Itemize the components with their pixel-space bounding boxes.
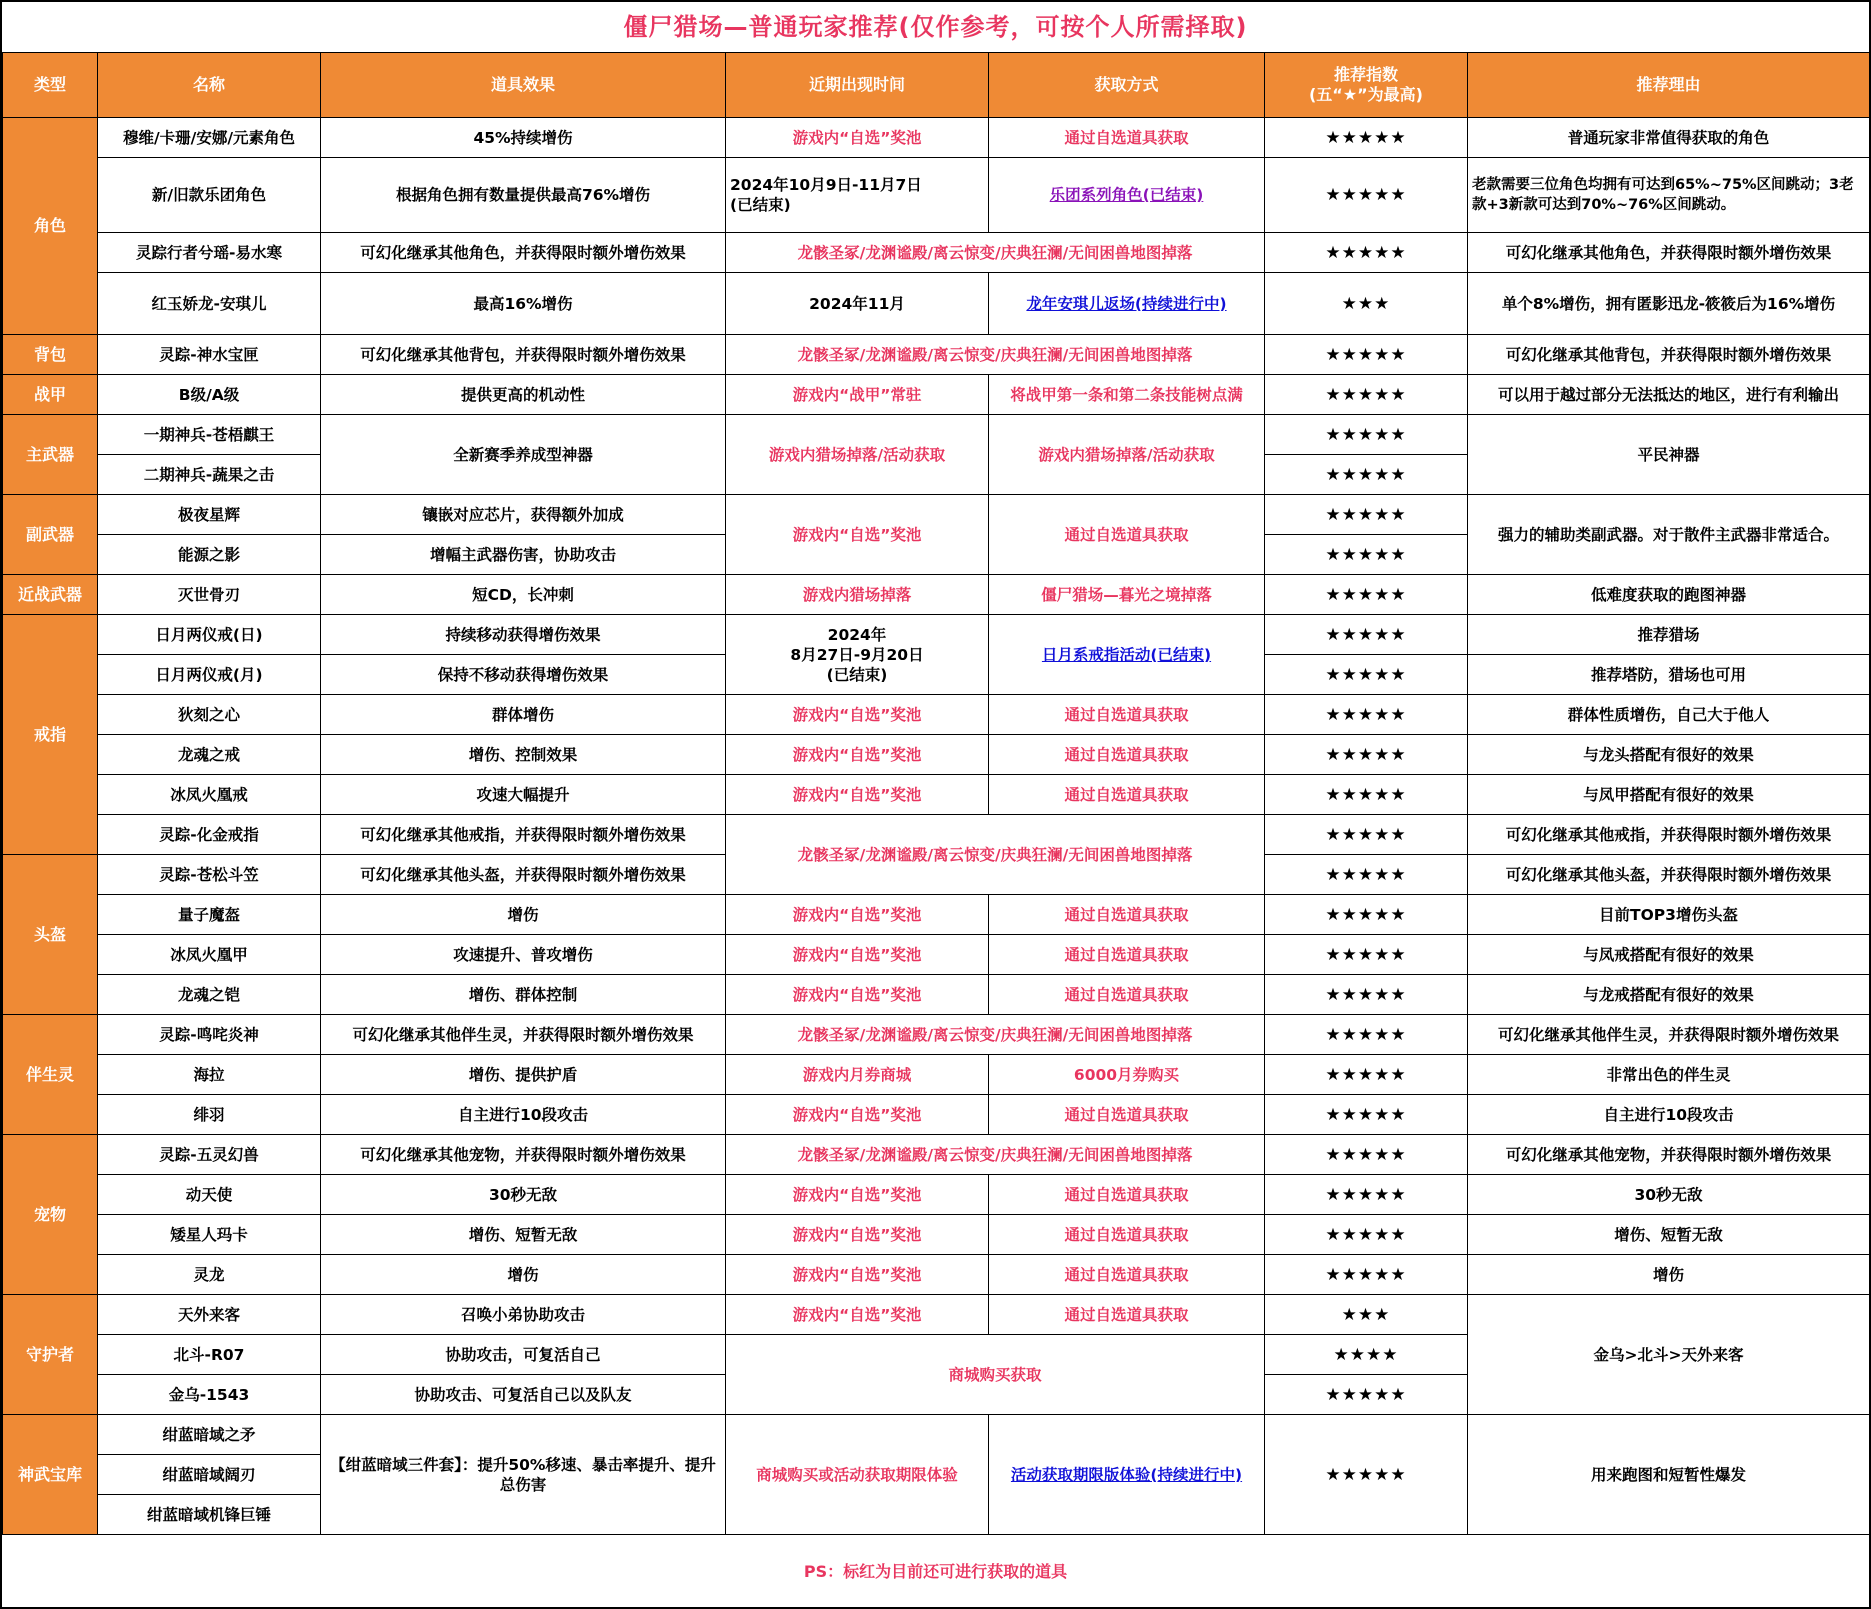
header-name: 名称 bbox=[98, 53, 321, 118]
item-reason: 金乌>北斗>天外来客 bbox=[1468, 1295, 1870, 1415]
item-rating: ★★★★★ bbox=[1265, 855, 1468, 895]
table-row bbox=[3, 775, 1870, 815]
item-method: 通过自选道具获取 bbox=[989, 118, 1265, 158]
table-row bbox=[3, 575, 1870, 615]
item-rating: ★★★★★ bbox=[1265, 1135, 1468, 1175]
item-rating: ★★★★★ bbox=[1265, 415, 1468, 455]
item-name: 二期神兵-蔬果之击 bbox=[98, 455, 321, 495]
table-row bbox=[3, 975, 1870, 1015]
item-name: 冰凤火凰甲 bbox=[98, 935, 321, 975]
item-rating: ★★★★★ bbox=[1265, 935, 1468, 975]
item-reason: 用来跑图和短暂性爆发 bbox=[1468, 1415, 1870, 1535]
item-reason: 低难度获取的跑图神器 bbox=[1468, 575, 1870, 615]
header-time: 近期出现时间 bbox=[726, 53, 989, 118]
item-reason: 自主进行10段攻击 bbox=[1468, 1095, 1870, 1135]
item-reason: 可幻化继承其他背包，并获得限时额外增伤效果 bbox=[1468, 335, 1870, 375]
item-rating: ★★★★★ bbox=[1265, 1055, 1468, 1095]
item-rating: ★★★★★ bbox=[1265, 1415, 1468, 1535]
item-effect: 攻速提升、普攻增伤 bbox=[321, 935, 726, 975]
table-row bbox=[3, 273, 1870, 335]
table-row bbox=[3, 495, 1870, 535]
item-name: 龙魂之铠 bbox=[98, 975, 321, 1015]
item-rating: ★★★★★ bbox=[1265, 975, 1468, 1015]
item-rating: ★★★★★ bbox=[1265, 335, 1468, 375]
item-rating: ★★★★★ bbox=[1265, 1015, 1468, 1055]
item-name: 灵踪-化金戒指 bbox=[98, 815, 321, 855]
item-method: 将战甲第一条和第二条技能树点满 bbox=[989, 375, 1265, 415]
item-effect: 可幻化继承其他角色，并获得限时额外增伤效果 bbox=[321, 233, 726, 273]
item-rating: ★★★★★ bbox=[1265, 815, 1468, 855]
item-reason: 可以用于越过部分无法抵达的地区，进行有利输出 bbox=[1468, 375, 1870, 415]
item-name: 灵踪-鸣咤炎神 bbox=[98, 1015, 321, 1055]
item-effect: 协助攻击，可复活自己 bbox=[321, 1335, 726, 1375]
item-name: 日月两仪戒(月) bbox=[98, 655, 321, 695]
item-method: 通过自选道具获取 bbox=[989, 775, 1265, 815]
item-name: 能源之影 bbox=[98, 535, 321, 575]
item-time: 游戏内“自选”奖池 bbox=[726, 118, 989, 158]
item-effect: 保持不移动获得增伤效果 bbox=[321, 655, 726, 695]
item-effect: 可幻化继承其他戒指，并获得限时额外增伤效果 bbox=[321, 815, 726, 855]
item-reason: 可幻化继承其他宠物，并获得限时额外增伤效果 bbox=[1468, 1135, 1870, 1175]
table-row bbox=[3, 1215, 1870, 1255]
item-reason: 目前TOP3增伤头盔 bbox=[1468, 895, 1870, 935]
item-rating: ★★★ bbox=[1265, 273, 1468, 335]
item-effect: 持续移动获得增伤效果 bbox=[321, 615, 726, 655]
item-method: 通过自选道具获取 bbox=[989, 935, 1265, 975]
item-time: 游戏内“战甲”常驻 bbox=[726, 375, 989, 415]
page-title: 僵尸猎场—普通玩家推荐(仅作参考，可按个人所需择取) bbox=[2, 2, 1869, 54]
category-armor: 战甲 bbox=[3, 375, 98, 415]
item-method: 通过自选道具获取 bbox=[989, 1175, 1265, 1215]
item-time: 游戏内猎场掉落 bbox=[726, 575, 989, 615]
item-name: 灵龙 bbox=[98, 1255, 321, 1295]
item-effect: 镶嵌对应芯片，获得额外加成 bbox=[321, 495, 726, 535]
table-row bbox=[3, 335, 1870, 375]
event-link[interactable]: 日月系戒指活动(已结束) bbox=[1041, 645, 1212, 664]
event-link[interactable]: 活动获取期限版体验(持续进行中) bbox=[1010, 1465, 1243, 1484]
item-name: 冰凤火凰戒 bbox=[98, 775, 321, 815]
category-ring: 戒指 bbox=[3, 615, 98, 855]
item-name: 穆维/卡珊/安娜/元素角色 bbox=[98, 118, 321, 158]
item-rating: ★★★★★ bbox=[1265, 1255, 1468, 1295]
item-rating: ★★★★★ bbox=[1265, 535, 1468, 575]
item-name: 量子魔盔 bbox=[98, 895, 321, 935]
item-effect: 自主进行10段攻击 bbox=[321, 1095, 726, 1135]
item-time: 游戏内“自选”奖池 bbox=[726, 1215, 989, 1255]
item-method: 通过自选道具获取 bbox=[989, 1095, 1265, 1135]
item-effect: 召唤小弟协助攻击 bbox=[321, 1295, 726, 1335]
item-name: 灵踪-神水宝匣 bbox=[98, 335, 321, 375]
item-reason: 30秒无敌 bbox=[1468, 1175, 1870, 1215]
category-role: 角色 bbox=[3, 118, 98, 335]
item-source: 龙骸圣冢/龙渊谧殿/离云惊变/庆典狂澜/无间困兽地图掉落 bbox=[726, 233, 1265, 273]
item-rating: ★★★★★ bbox=[1265, 118, 1468, 158]
item-name: 绀蓝暗域机锋巨锤 bbox=[98, 1495, 321, 1535]
header-row bbox=[3, 53, 1870, 118]
item-method: 通过自选道具获取 bbox=[989, 1295, 1265, 1335]
item-time-range: 8月27日-9月20日 bbox=[790, 645, 924, 664]
item-time: 游戏内“自选”奖池 bbox=[726, 735, 989, 775]
item-effect: 【绀蓝暗域三件套】：提升50%移速、暴击率提升、提升总伤害 bbox=[321, 1415, 726, 1535]
table-row bbox=[3, 1135, 1870, 1175]
category-companion: 伴生灵 bbox=[3, 1015, 98, 1135]
item-rating: ★★★★★ bbox=[1265, 575, 1468, 615]
item-reason: 强力的辅助类副武器。对于散件主武器非常适合。 bbox=[1468, 495, 1870, 575]
category-melee-weapon: 近战武器 bbox=[3, 575, 98, 615]
item-effect: 增伤、控制效果 bbox=[321, 735, 726, 775]
item-method: 游戏内猎场掉落/活动获取 bbox=[989, 415, 1265, 495]
item-rating: ★★★★★ bbox=[1265, 735, 1468, 775]
item-reason: 群体性质增伤，自己大于他人 bbox=[1468, 695, 1870, 735]
item-rating: ★★★★★ bbox=[1265, 495, 1468, 535]
table-row bbox=[3, 615, 1870, 655]
header-method: 获取方式 bbox=[989, 53, 1265, 118]
item-name: 日月两仪戒(日) bbox=[98, 615, 321, 655]
item-rating: ★★★★★ bbox=[1265, 895, 1468, 935]
item-rating: ★★★★★ bbox=[1265, 1215, 1468, 1255]
item-effect: 群体增伤 bbox=[321, 695, 726, 735]
category-main-weapon: 主武器 bbox=[3, 415, 98, 495]
item-reason: 可幻化继承其他戒指，并获得限时额外增伤效果 bbox=[1468, 815, 1870, 855]
table-row bbox=[3, 415, 1870, 455]
item-rating: ★★★★★ bbox=[1265, 158, 1468, 233]
item-effect: 短CD，长冲刺 bbox=[321, 575, 726, 615]
item-name: 红玉娇龙-安琪儿 bbox=[98, 273, 321, 335]
item-method: 通过自选道具获取 bbox=[989, 735, 1265, 775]
item-reason: 增伤 bbox=[1468, 1255, 1870, 1295]
table-row bbox=[3, 158, 1870, 233]
item-name: 极夜星辉 bbox=[98, 495, 321, 535]
category-bag: 背包 bbox=[3, 335, 98, 375]
item-time-status: (已结束) bbox=[730, 196, 791, 214]
header-reason: 推荐理由 bbox=[1468, 53, 1870, 118]
item-method bbox=[989, 158, 1265, 233]
item-time: 游戏内“自选”奖池 bbox=[726, 695, 989, 735]
item-reason: 与凤戒搭配有很好的效果 bbox=[1468, 935, 1870, 975]
item-name: 天外来客 bbox=[98, 1295, 321, 1335]
item-effect: 攻速大幅提升 bbox=[321, 775, 726, 815]
header-effect: 道具效果 bbox=[321, 53, 726, 118]
item-method: 通过自选道具获取 bbox=[989, 695, 1265, 735]
item-effect: 协助攻击、可复活自己以及队友 bbox=[321, 1375, 726, 1415]
item-effect: 可幻化继承其他头盔，并获得限时额外增伤效果 bbox=[321, 855, 726, 895]
item-name: 金乌-1543 bbox=[98, 1375, 321, 1415]
item-reason: 增伤、短暂无敌 bbox=[1468, 1215, 1870, 1255]
item-rating: ★★★★ bbox=[1265, 1335, 1468, 1375]
item-name: 动天使 bbox=[98, 1175, 321, 1215]
table-row bbox=[3, 695, 1870, 735]
item-name: 绯羽 bbox=[98, 1095, 321, 1135]
item-time: 游戏内“自选”奖池 bbox=[726, 1095, 989, 1135]
recommendation-table bbox=[2, 52, 1870, 1535]
item-time: 游戏内猎场掉落/活动获取 bbox=[726, 415, 989, 495]
item-reason: 非常出色的伴生灵 bbox=[1468, 1055, 1870, 1095]
header-type: 类型 bbox=[3, 53, 98, 118]
table-row bbox=[3, 375, 1870, 415]
item-rating: ★★★★★ bbox=[1265, 1375, 1468, 1415]
table-row bbox=[3, 1415, 1870, 1455]
item-source: 龙骸圣冢/龙渊谧殿/离云惊变/庆典狂澜/无间困兽地图掉落 bbox=[726, 335, 1265, 375]
header-rating-note: (五“★”为最高) bbox=[1308, 85, 1423, 104]
table-row bbox=[3, 118, 1870, 158]
item-effect: 增幅主武器伤害，协助攻击 bbox=[321, 535, 726, 575]
item-reason: 推荐塔防，猎场也可用 bbox=[1468, 655, 1870, 695]
item-reason: 老款需要三位角色均拥有可达到65%~75%区间跳动；3老款+3新款可达到70%~76%区间跳动。 bbox=[1468, 158, 1870, 233]
item-rating: ★★★ bbox=[1265, 1295, 1468, 1335]
item-rating: ★★★★★ bbox=[1265, 375, 1468, 415]
footnote: PS：标红为目前还可进行获取的道具 bbox=[803, 1562, 1068, 1581]
table-row bbox=[3, 1175, 1870, 1215]
item-effect: 全新赛季养成型神器 bbox=[321, 415, 726, 495]
item-time bbox=[726, 615, 989, 695]
item-method bbox=[989, 1415, 1265, 1535]
item-method: 通过自选道具获取 bbox=[989, 495, 1265, 575]
item-time-status: (已结束) bbox=[826, 665, 888, 684]
item-method: 通过自选道具获取 bbox=[989, 1215, 1265, 1255]
item-rating: ★★★★★ bbox=[1265, 655, 1468, 695]
item-reason: 可幻化继承其他头盔，并获得限时额外增伤效果 bbox=[1468, 855, 1870, 895]
item-name: 灵踪-五灵幻兽 bbox=[98, 1135, 321, 1175]
item-reason: 推荐猎场 bbox=[1468, 615, 1870, 655]
item-effect: 30秒无敌 bbox=[321, 1175, 726, 1215]
category-sub-weapon: 副武器 bbox=[3, 495, 98, 575]
item-effect: 可幻化继承其他宠物，并获得限时额外增伤效果 bbox=[321, 1135, 726, 1175]
item-method: 通过自选道具获取 bbox=[989, 1255, 1265, 1295]
category-pet: 宠物 bbox=[3, 1135, 98, 1295]
item-effect: 根据角色拥有数量提供最高76%增伤 bbox=[321, 158, 726, 233]
item-time: 游戏内“自选”奖池 bbox=[726, 775, 989, 815]
item-reason: 与龙戒搭配有很好的效果 bbox=[1468, 975, 1870, 1015]
item-name: 绀蓝暗域之矛 bbox=[98, 1415, 321, 1455]
item-name: 灵踪行者兮瑶-易水寒 bbox=[98, 233, 321, 273]
item-method bbox=[989, 615, 1265, 695]
item-time bbox=[726, 158, 989, 233]
item-name: 灭世骨刃 bbox=[98, 575, 321, 615]
item-source: 商城购买获取 bbox=[726, 1335, 1265, 1415]
item-effect: 增伤 bbox=[321, 895, 726, 935]
item-rating: ★★★★★ bbox=[1265, 455, 1468, 495]
table-row bbox=[3, 1295, 1870, 1335]
table-row bbox=[3, 935, 1870, 975]
item-name: 绀蓝暗域阔刃 bbox=[98, 1455, 321, 1495]
table-row bbox=[3, 1015, 1870, 1055]
item-effect: 增伤、群体控制 bbox=[321, 975, 726, 1015]
item-rating: ★★★★★ bbox=[1265, 615, 1468, 655]
event-link[interactable]: 龙年安琪儿返场(持续进行中) bbox=[1026, 294, 1227, 313]
item-method: 通过自选道具获取 bbox=[989, 895, 1265, 935]
item-time: 游戏内“自选”奖池 bbox=[726, 975, 989, 1015]
item-name: B级/A级 bbox=[98, 375, 321, 415]
category-guardian: 守护者 bbox=[3, 1295, 98, 1415]
item-time: 2024年11月 bbox=[726, 273, 989, 335]
item-rating: ★★★★★ bbox=[1265, 1095, 1468, 1135]
item-rating: ★★★★★ bbox=[1265, 1175, 1468, 1215]
item-time-range: 2024年10月9日-11月7日 bbox=[730, 176, 922, 194]
item-reason: 可幻化继承其他角色，并获得限时额外增伤效果 bbox=[1468, 233, 1870, 273]
item-rating: ★★★★★ bbox=[1265, 233, 1468, 273]
item-time-year: 2024年 bbox=[827, 625, 887, 644]
item-effect: 最高16%增伤 bbox=[321, 273, 726, 335]
item-time: 游戏内“自选”奖池 bbox=[726, 1175, 989, 1215]
item-effect: 增伤、短暂无敌 bbox=[321, 1215, 726, 1255]
item-effect: 可幻化继承其他背包，并获得限时额外增伤效果 bbox=[321, 335, 726, 375]
item-method: 通过自选道具获取 bbox=[989, 975, 1265, 1015]
item-reason: 普通玩家非常值得获取的角色 bbox=[1468, 118, 1870, 158]
item-effect: 增伤、提供护盾 bbox=[321, 1055, 726, 1095]
header-rating bbox=[1265, 53, 1468, 118]
item-time: 游戏内“自选”奖池 bbox=[726, 895, 989, 935]
item-reason: 与凤甲搭配有很好的效果 bbox=[1468, 775, 1870, 815]
item-source: 龙骸圣冢/龙渊谧殿/离云惊变/庆典狂澜/无间困兽地图掉落 bbox=[726, 1135, 1265, 1175]
item-method bbox=[989, 273, 1265, 335]
event-link[interactable]: 乐团系列角色(已结束) bbox=[1049, 186, 1204, 204]
item-method: 6000月券购买 bbox=[989, 1055, 1265, 1095]
item-time: 游戏内“自选”奖池 bbox=[726, 495, 989, 575]
item-source: 龙骸圣冢/龙渊谧殿/离云惊变/庆典狂澜/无间困兽地图掉落 bbox=[726, 1015, 1265, 1055]
table-row bbox=[3, 1255, 1870, 1295]
table-row bbox=[3, 233, 1870, 273]
item-reason: 可幻化继承其他伴生灵，并获得限时额外增伤效果 bbox=[1468, 1015, 1870, 1055]
item-name: 新/旧款乐团角色 bbox=[98, 158, 321, 233]
item-name: 北斗-R07 bbox=[98, 1335, 321, 1375]
item-time: 游戏内“自选”奖池 bbox=[726, 935, 989, 975]
item-method: 僵尸猎场—暮光之境掉落 bbox=[989, 575, 1265, 615]
item-name: 矮星人玛卡 bbox=[98, 1215, 321, 1255]
table-row bbox=[3, 735, 1870, 775]
item-time: 游戏内月券商城 bbox=[726, 1055, 989, 1095]
item-time: 游戏内“自选”奖池 bbox=[726, 1255, 989, 1295]
item-effect: 增伤 bbox=[321, 1255, 726, 1295]
item-name: 一期神兵-苍梧麒王 bbox=[98, 415, 321, 455]
item-name: 龙魂之戒 bbox=[98, 735, 321, 775]
item-name: 狄刻之心 bbox=[98, 695, 321, 735]
item-source: 龙骸圣冢/龙渊谧殿/离云惊变/庆典狂澜/无间困兽地图掉落 bbox=[726, 815, 1265, 895]
item-rating: ★★★★★ bbox=[1265, 775, 1468, 815]
item-reason: 平民神器 bbox=[1468, 415, 1870, 495]
table-row bbox=[3, 1055, 1870, 1095]
item-time: 商城购买或活动获取期限体验 bbox=[726, 1415, 989, 1535]
item-reason: 与龙头搭配有很好的效果 bbox=[1468, 735, 1870, 775]
item-name: 海拉 bbox=[98, 1055, 321, 1095]
category-divine-vault: 神武宝库 bbox=[3, 1415, 98, 1535]
item-effect: 可幻化继承其他伴生灵，并获得限时额外增伤效果 bbox=[321, 1015, 726, 1055]
table-row bbox=[3, 815, 1870, 855]
category-helmet: 头盔 bbox=[3, 855, 98, 1015]
item-rating: ★★★★★ bbox=[1265, 695, 1468, 735]
item-name: 灵踪-苍松斗笠 bbox=[98, 855, 321, 895]
header-rating-title: 推荐指数 bbox=[1333, 65, 1398, 84]
table-row bbox=[3, 1095, 1870, 1135]
item-effect: 45%持续增伤 bbox=[321, 118, 726, 158]
item-reason: 单个8%增伤，拥有匿影迅龙-筱筱后为16%增伤 bbox=[1468, 273, 1870, 335]
item-time: 游戏内“自选”奖池 bbox=[726, 1295, 989, 1335]
item-effect: 提供更高的机动性 bbox=[321, 375, 726, 415]
table-row bbox=[3, 895, 1870, 935]
